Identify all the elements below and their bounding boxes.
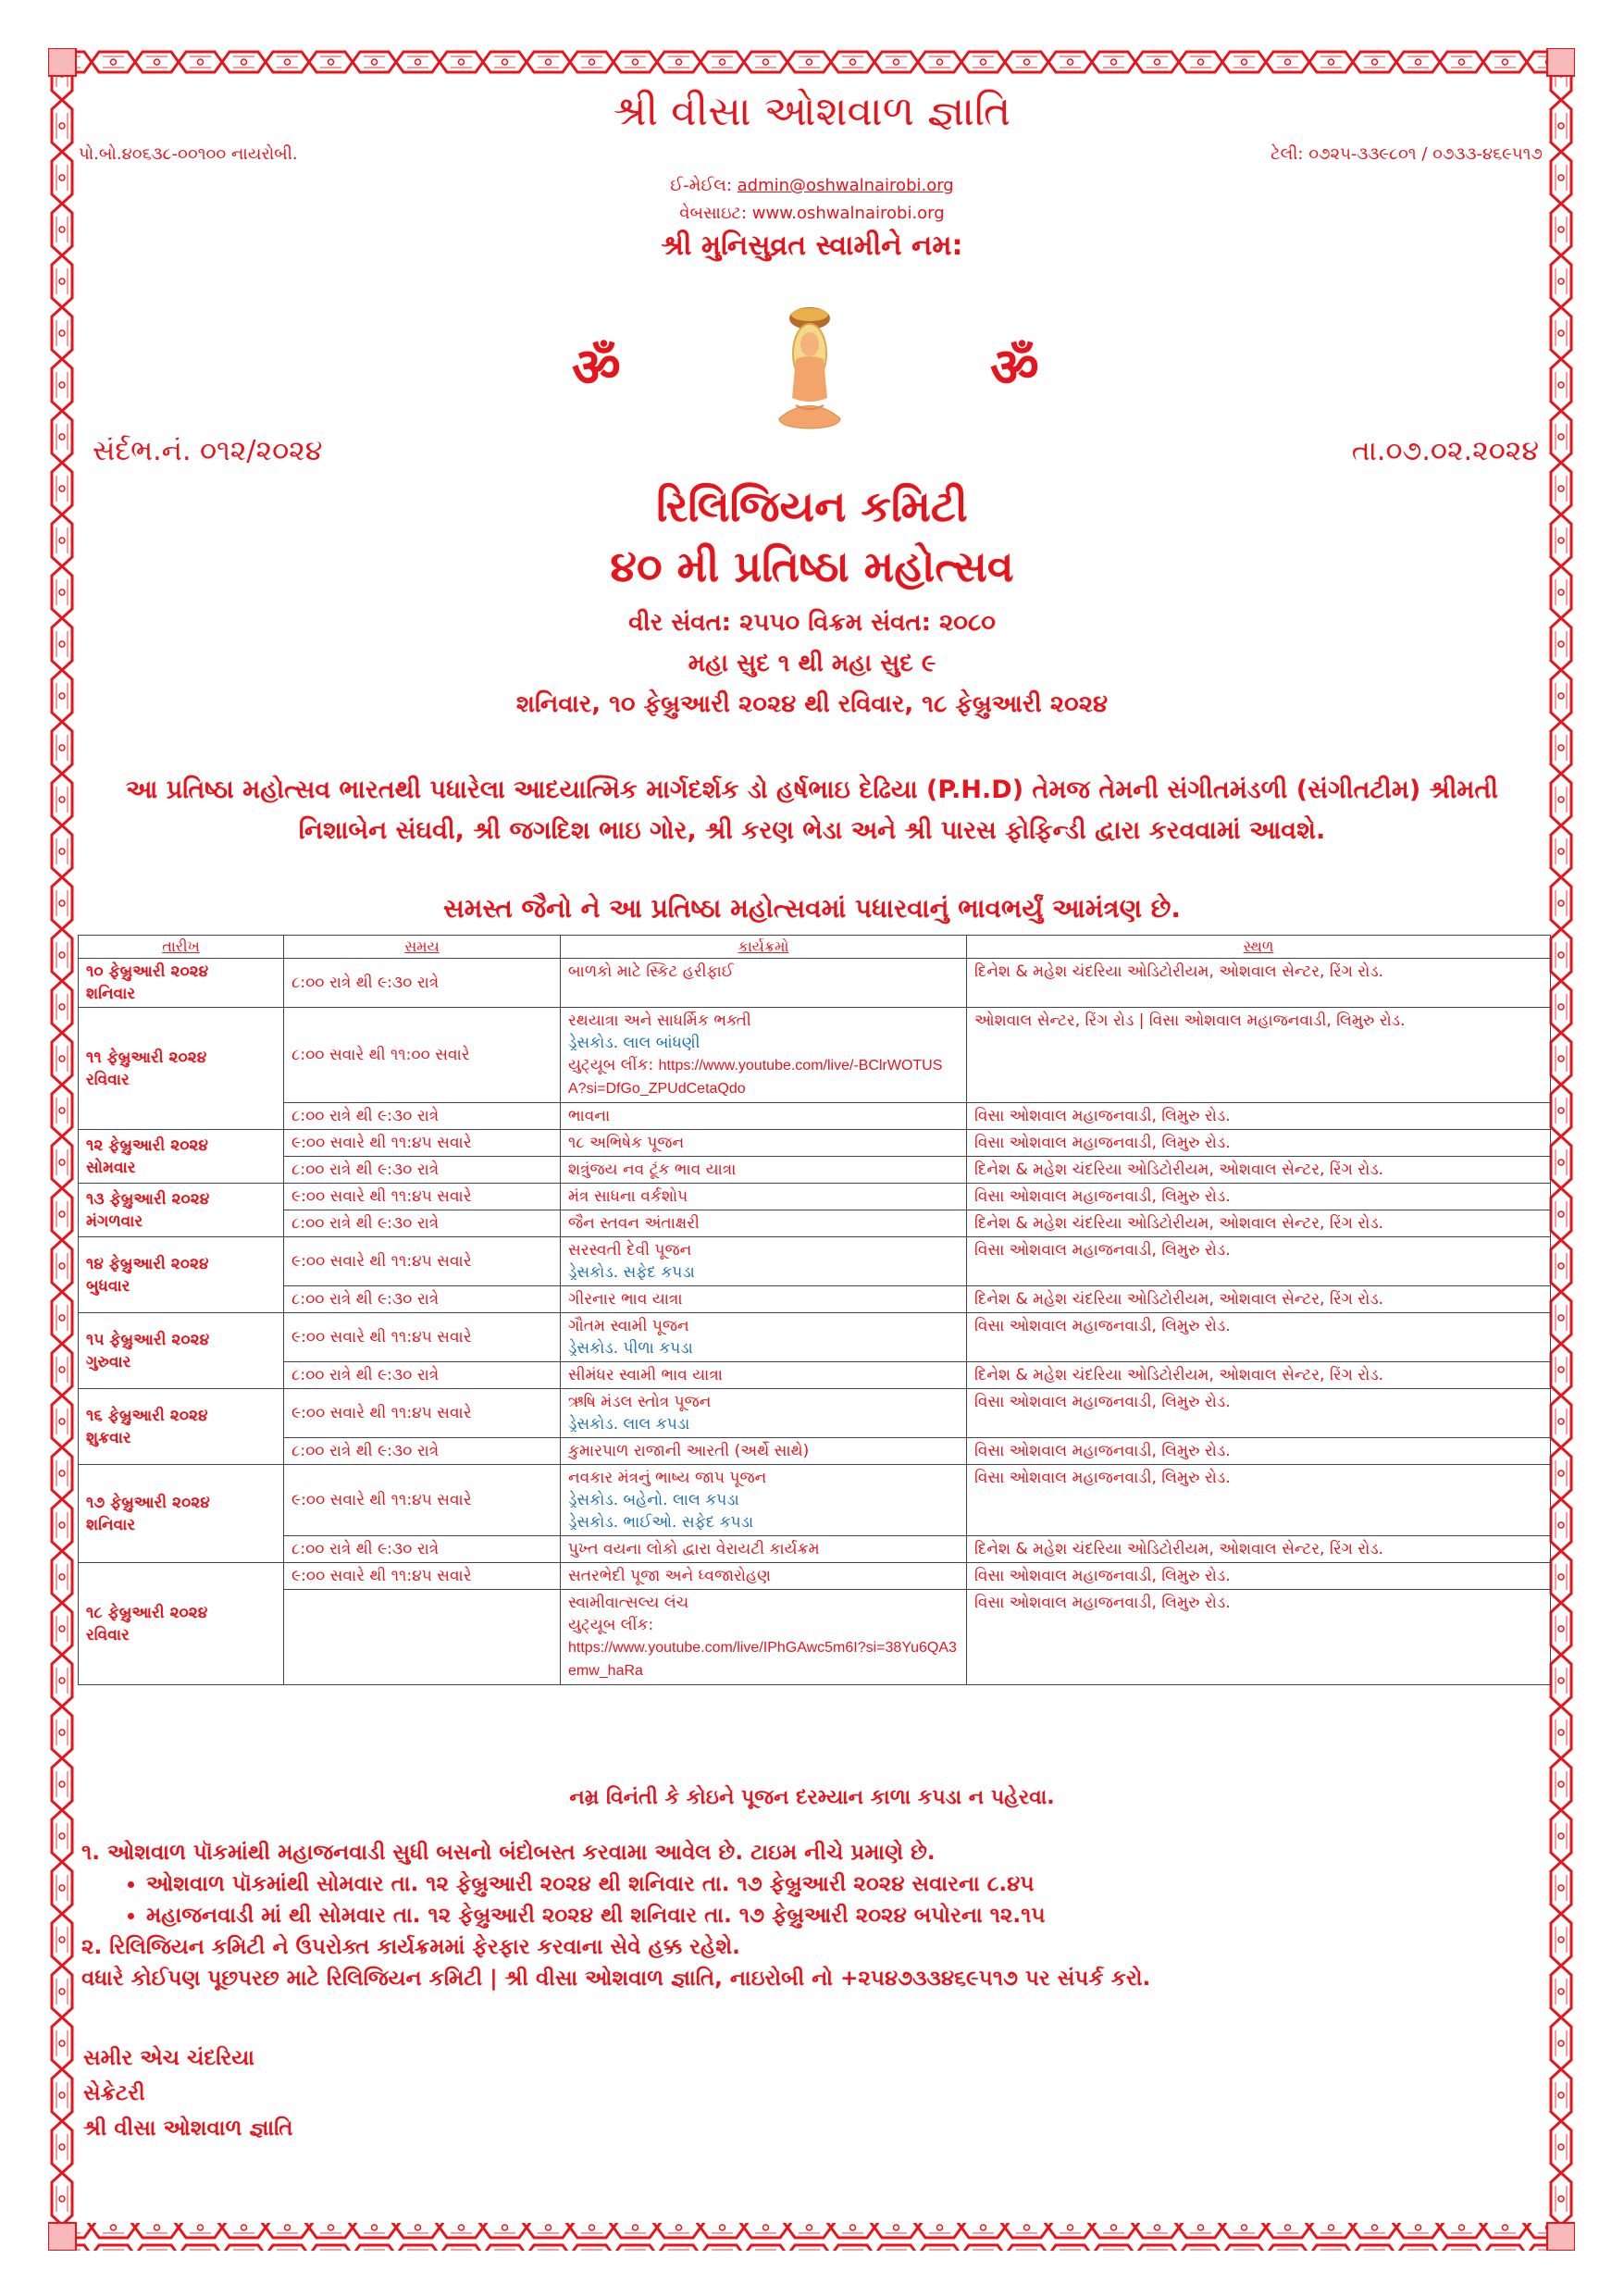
venue-cell: વિસા ઓશવાલ મહાજનવાડી, લિમુરુ રોડ. (967, 1438, 1551, 1465)
om-symbol-icon: ॐ (990, 336, 1039, 399)
venue-cell: વિસા ઓશવાલ મહાજનવાડી, લિમુરુ રોડ. (967, 1465, 1551, 1536)
venue-cell: ઓશવાલ સેન્ટર, રિંગ રોડ | વિસા ઓશવાલ મહાજનવાડી, લિમુરુ રોડ. (967, 1008, 1551, 1103)
signatory-name: સમીર એચ ચંદરિયા (83, 2046, 254, 2070)
tithi-line: મહા સુદ ૧ થી મહા સુદ ૯ (688, 650, 936, 677)
venue-cell: વિસા ઓશવાલ મહાજનવાડી, લિમુરુ રોડ. (967, 1184, 1551, 1210)
venue-cell: વિસા ઓશવાલ મહાજનવાડી, લિમુરુ રોડ. (967, 1103, 1551, 1130)
header-venue: સ્થળ (967, 936, 1551, 959)
date-cell (79, 1130, 284, 1184)
event-date: ૧૦ ફેબ્રુઆરી ૨૦૨૪ (86, 962, 209, 981)
table-row (79, 1465, 1551, 1536)
youtube-link[interactable]: https://www.youtube.com/live/-BClrWOTUSA?si=DfGo_ZPUdCetaQdo (568, 1058, 943, 1097)
event-weekday: રવિવાર (86, 1070, 130, 1089)
table-row (79, 1563, 1551, 1590)
program-name: નવકાર મંત્રનું ભાષ્ય જાપ પૂજન (568, 1469, 767, 1487)
schedule-body (79, 959, 1551, 1685)
venue-cell: દિનેશ & મહેશ ચંદરિયા ઓડિટોરીયમ, ઓશવાલ સેન્ટર, રિંગ રોડ. (967, 1362, 1551, 1389)
event-date: ૧૧ ફેબ્રુઆરી ૨૦૨૪ (86, 1048, 207, 1067)
postal-address: પો.બો.૪૦૬૩૮-૦૦૧૦૦ નાયરોબી. (79, 144, 298, 164)
table-row (79, 959, 1551, 1008)
program-cell (561, 1362, 967, 1389)
event-weekday: શનિવાર (86, 985, 136, 1003)
venue-cell: વિસા ઓશવાલ મહાજનવાડી, લિમુરુ રોડ. (967, 1563, 1551, 1590)
event-weekday: મંગળવાર (86, 1211, 143, 1231)
org-title: શ્રી વીસા ઓશવાળ જ્ઞાતિ (613, 88, 1011, 135)
program-cell (561, 1157, 967, 1184)
program-name: ગીરનાર ભાવ યાત્રા (568, 1290, 683, 1309)
time-cell: ૯:૦૦ સવારે થી ૧૧:૪૫ સવારે (284, 1130, 561, 1157)
venue-cell: વિસા ઓશવાલ મહાજનવાડી, લિમુરુ રોડ. (967, 1237, 1551, 1286)
event-weekday: રવિવાર (86, 1625, 130, 1644)
program-name: રથયાત્રા અને સાધર્મિક ભક્તી (568, 1011, 751, 1030)
venue-cell: દિનેશ & મહેશ ચંદરિયા ઓડિટોરીયમ, ઓશવાલ સેન્ટર, રિંગ રોડ. (967, 1286, 1551, 1313)
signatory-role: સેક્રેટરી (83, 2081, 145, 2105)
venue-cell: વિસા ઓશવાલ મહાજનવાડી, લિમુરુ રોડ. (967, 1130, 1551, 1157)
table-header-row (79, 936, 1551, 959)
venue-cell: દિનેશ & મહેશ ચંદરિયા ઓડિટોરીયમ, ઓશવાલ સેન્ટર, રિંગ રોડ. (967, 1210, 1551, 1237)
time-cell: ૯:૦૦ સવારે થી ૧૧:૪૫ સવારે (284, 1313, 561, 1362)
youtube-link-line (568, 1054, 959, 1100)
dress-code: ડ્રેસકોડ. લાલ બાંધણી (568, 1034, 700, 1052)
program-name: ભાવના (568, 1107, 611, 1125)
time-cell: ૮:૦૦ રાત્રે થી ૯:૩૦ રાત્રે (284, 1438, 561, 1465)
email-link[interactable]: admin@oshwalnairobi.org (737, 176, 954, 195)
youtube-label: યુટ્યૂબ લીંક: (568, 1616, 654, 1634)
list-item: • મહાજનવાડી માં થી સોમવાર તા. ૧૨ ફેબ્રુઆરી ૨૦૨૪ થી શનિવાર તા. ૧૭ ફેબ્રુઆરી ૨૦૨૪ બપોરના ૧૨.૧૫ (146, 1900, 1525, 1931)
date-cell (79, 1563, 284, 1685)
program-cell (561, 1563, 967, 1590)
header-time: સમય (284, 936, 561, 959)
table-row (79, 1389, 1551, 1438)
program-cell (561, 1438, 967, 1465)
invitation-line: સમસ્ત જૈનો ને આ પ્રતિષ્ઠા મહોત્સવમાં પધારવાનું ભાવભર્યું આમંત્રણ છે. (442, 893, 1182, 924)
time-cell (284, 1590, 561, 1685)
time-cell: ૮:૦૦ સવારે થી ૧૧:૦૦ સવારે (284, 1008, 561, 1103)
event-date: ૧૭ ફેબ્રુઆરી ૨૦૨૪ (86, 1493, 210, 1512)
time-cell: ૯:૦૦ સવારે થી ૧૧:૪૫ સવારે (284, 1184, 561, 1210)
time-cell: ૯:૦૦ સવારે થી ૧૧:૪૫ સવારે (284, 1237, 561, 1286)
venue-cell: વિસા ઓશવાલ મહાજનવાડી, લિમુરુ રોડ. (967, 1313, 1551, 1362)
time-cell: ૮:૦૦ રાત્રે થી ૯:૩૦ રાત્રે (284, 1157, 561, 1184)
program-name: મંત્ર સાધના વર્કશોપ (568, 1187, 688, 1206)
event-weekday: શુક્રવાર (86, 1428, 131, 1447)
program-name: શત્રુંજય નવ ટૂંક ભાવ યાત્રા (568, 1160, 737, 1179)
date-cell (79, 1184, 284, 1237)
time-cell: ૮:૦૦ રાત્રે થી ૯:૩૦ રાત્રે (284, 1362, 561, 1389)
signature-block (83, 2041, 293, 2146)
tirthankara-idol-icon (759, 305, 861, 430)
event-date: ૧૪ ફેબ્રુઆરી ૨૦૨૪ (86, 1254, 209, 1273)
time-cell: ૮:૦૦ રાત્રે થી ૯:૩૦ રાત્રે (284, 1103, 561, 1130)
program-cell (561, 1536, 967, 1563)
signatory-org: શ્રી વીસા ઓશવાળ જ્ઞાતિ (83, 2116, 293, 2141)
date-cell (79, 1237, 284, 1313)
intro-paragraph: આ પ્રતિષ્ઠા મહોત્સવ ભારતથી પધારેલા આદયાત્મિક માર્ગદર્શક ડો હર્ષભાઇ દેઢિયા (P.H.D) તેમજ તેમની સંગીતમંડળી (સંગીતટીમ) શ્રીમતી નિશાબેન સંઘવી, શ્રી જગદિશ ભાઇ ગોર, શ્રી કરણ ભેડા અને શ્રી પારસ ફોફિન્ડી દ્વારા કરવવામાં આવશે. (125, 776, 1498, 845)
date-cell (79, 1465, 284, 1563)
program-cell (561, 1286, 967, 1313)
schedule-table (78, 935, 1551, 1685)
program-cell (561, 1590, 967, 1685)
program-name: ૧૮ અભિષેક પૂજન (568, 1134, 685, 1152)
om-symbol-icon: ॐ (572, 336, 621, 399)
table-row (79, 1157, 1551, 1184)
email-label: ઈ-મેઈલ: (670, 176, 732, 195)
program-name: ગૌતમ સ્વામી પૂજન (568, 1317, 689, 1335)
committee-title: રિલિજિયન કમિટી (656, 481, 968, 531)
time-cell: ૮:૦૦ રાત્રે થી ૯:૩૦ રાત્રે (284, 1210, 561, 1237)
event-date: ૧૬ ફેબ્રુઆરી ૨૦૨૪ (86, 1406, 208, 1425)
table-row (79, 1313, 1551, 1362)
venue-cell: વિસા ઓશવાલ મહાજનવાડી, લિમુરુ રોડ. (967, 1590, 1551, 1685)
event-date: ૧૫ ફેબ્રુઆરી ૨૦૨૪ (86, 1330, 210, 1349)
dress-code: ડ્રેસકોડ. લાલ કપડા (568, 1415, 690, 1433)
website-line: વેબસાઇટ: www.oshwalnairobi.org (679, 204, 945, 223)
venue-cell: દિનેશ & મહેશ ચંદરિયા ઓડિટોરીયમ, ઓશવાલ સેન્ટર, રિંગ રોડ. (967, 1536, 1551, 1563)
table-row (79, 1237, 1551, 1286)
program-cell (561, 1313, 967, 1362)
time-cell: ૯:૦૦ સવારે થી ૧૧:૪૫ સવારે (284, 1389, 561, 1438)
time-cell: ૮:૦૦ રાત્રે થી ૯:૩૦ રાત્રે (284, 1286, 561, 1313)
salutation: શ્રી મુનિસુવ્રત સ્વામીને નમ: (661, 230, 963, 262)
event-weekday: સોમવાર (86, 1158, 136, 1177)
program-cell (561, 1103, 967, 1130)
note-contact: વધારે કોઈપણ પૂછપરછ માટે રિલિજિયન કમિટી | શ્રી વીસા ઓશવાળ જ્ઞાતિ, નાઇરોબી નો +૨૫૪૭૩૩૪૬૯૫૧૭ પર સંપર્ક કરો. (81, 1967, 1151, 1991)
date-cell (79, 1313, 284, 1389)
table-row (79, 1184, 1551, 1210)
time-cell: ૮:૦૦ રાત્રે થી ૯:૩૦ રાત્રે (284, 1536, 561, 1563)
table-row (79, 1103, 1551, 1130)
program-cell (561, 959, 967, 1008)
program-name: સીમંધર સ્વામી ભાવ યાત્રા (568, 1366, 723, 1384)
program-name: કુમારપાળ રાજાની આરતી (અર્થે સાથે) (568, 1442, 810, 1460)
samvat-line: વીર સંવત: ૨૫૫૦ વિક્રમ સંવત: ૨૦૮૦ (628, 609, 996, 637)
youtube-link[interactable]: https://www.youtube.com/live/IPhGAwc5m6I?si=38Yu6QA3emw_haRa (568, 1640, 957, 1679)
event-date: ૧૨ ફેબ્રુઆરી ૨૦૨૪ (86, 1136, 208, 1155)
venue-cell: દિનેશ & મહેશ ચંદરિયા ઓડિટોરીયમ, ઓશવાલ સેન્ટર, રિંગ રોડ. (967, 959, 1551, 1008)
event-date: ૧૩ ફેબ્રુઆરી ૨૦૨૪ (86, 1189, 210, 1209)
date-cell (79, 1008, 284, 1130)
date-cell (79, 1389, 284, 1465)
program-cell (561, 1130, 967, 1157)
event-weekday: ગુરુવાર (86, 1352, 131, 1371)
program-name: પુખ્ત વયના લોકો દ્વારા વેરાયટી કાર્યક્રમ (568, 1540, 820, 1558)
program-name: સતરભેદી પૂજા અને ધ્વજારોહણ (568, 1567, 771, 1585)
table-row (79, 1438, 1551, 1465)
program-name: જૈન સ્તવન અંતાક્ષરી (568, 1214, 700, 1233)
time-cell: ૯:૦૦ સવારે થી ૧૧:૪૫ સવારે (284, 1465, 561, 1536)
reference-number: સંર્દભ.નં. ૦૧૨/૨૦૨૪ (93, 435, 323, 467)
table-row (79, 1210, 1551, 1237)
list-item: • ઓશવાળ પૉકમાંથી સોમવાર તા. ૧૨ ફેબ્રુઆરી ૨૦૨૪ થી શનિવાર તા. ૧૭ ફેબ્રુઆરી ૨૦૨૪ સવારના ૮.૪૫ (146, 1868, 1525, 1900)
program-cell (561, 1210, 967, 1237)
note-bus: ૧. ઓશવાળ પૉકમાંથી મહાજનવાડી સુધી બસનો બંદોબસ્ત કરવામા આવેલ છે. ટાઇમ નીચે પ્રમાણે છે. (81, 1841, 936, 1865)
dress-code: ડ્રેસકોડ. બહેનો. લાલ કપડા (568, 1491, 739, 1509)
program-cell (561, 1237, 967, 1286)
event-weekday: બુધવાર (86, 1276, 130, 1296)
program-name: ઋષિ મંડલ સ્તોત્ર પૂજન (568, 1393, 712, 1411)
program-name: બાળકો માટે સ્કિટ હરીફાઈ (568, 962, 734, 981)
note-rights: ૨. રિલિજિયન કમિટી ને ઉપરોક્ત કાર્યક્રમમાં ફેરફાર કરવાના સેવે હક્ક રહેશે. (81, 1935, 740, 1959)
youtube-link-line (568, 1614, 959, 1682)
notes-section (81, 1837, 1525, 1994)
dress-request: નમ્ર વિનંતી કે કોઇને પૂજન દરમ્યાન કાળા કપડા ન પહેરવા. (569, 1786, 1055, 1809)
venue-cell: વિસા ઓશવાલ મહાજનવાડી, લિમુરુ રોડ. (967, 1389, 1551, 1438)
date-range: શનિવાર, ૧૦ ફેબ્રુઆરી ૨૦૨૪ થી રવિવાર, ૧૮ ફેબ્રુઆરી ૨૦૨૪ (515, 690, 1109, 718)
email-line (0, 176, 1624, 195)
table-row (79, 1590, 1551, 1685)
table-row (79, 1362, 1551, 1389)
program-cell (561, 1008, 967, 1103)
header-date: તારીખ (79, 936, 284, 959)
event-weekday: શનિવાર (86, 1515, 136, 1534)
youtube-label: યુટ્યૂબ લીંક: (568, 1056, 654, 1074)
table-row (79, 1286, 1551, 1313)
table-row (79, 1008, 1551, 1103)
dress-code: ડ્રેસકોડ. સફેદ કપડા (568, 1263, 695, 1282)
bus-timings-list (81, 1868, 1525, 1931)
time-cell: ૮:૦૦ રાત્રે થી ૯:૩૦ રાત્રે (284, 959, 561, 1008)
date-cell (79, 959, 284, 1008)
event-date: ૧૮ ફેબ્રુઆરી ૨૦૨૪ (86, 1603, 208, 1622)
dress-code: ડ્રેસકોડ. ભાઈઓ. સફેદ કપડા (568, 1513, 754, 1532)
program-name: સરસ્વતી દેવી પૂજન (568, 1241, 692, 1260)
program-cell (561, 1465, 967, 1536)
header-program: કાર્યક્રમો (561, 936, 967, 959)
program-cell (561, 1389, 967, 1438)
program-name: સ્વામીવાત્સલ્ય લંચ (568, 1594, 689, 1612)
phone-numbers: ટેલી: ૦૭૨૫-૩૩૯૮૦૧ / ૦૭૩૩-૪૬૯૫૧૭ (1271, 144, 1543, 164)
venue-cell: દિનેશ & મહેશ ચંદરિયા ઓડિટોરીયમ, ઓશવાલ સેન્ટર, રિંગ રોડ. (967, 1157, 1551, 1184)
dress-code: ડ્રેસકોડ. પીળા કપડા (568, 1339, 693, 1358)
table-row (79, 1130, 1551, 1157)
table-row (79, 1536, 1551, 1563)
time-cell: ૯:૦૦ સવારે થી ૧૧:૪૫ સવારે (284, 1563, 561, 1590)
festival-title: ૪૦ મી પ્રતિષ્ઠા મહોત્સવ (610, 541, 1014, 591)
program-cell (561, 1184, 967, 1210)
letter-date: તા.૦૭.૦૨.૨૦૨૪ (1351, 435, 1539, 467)
